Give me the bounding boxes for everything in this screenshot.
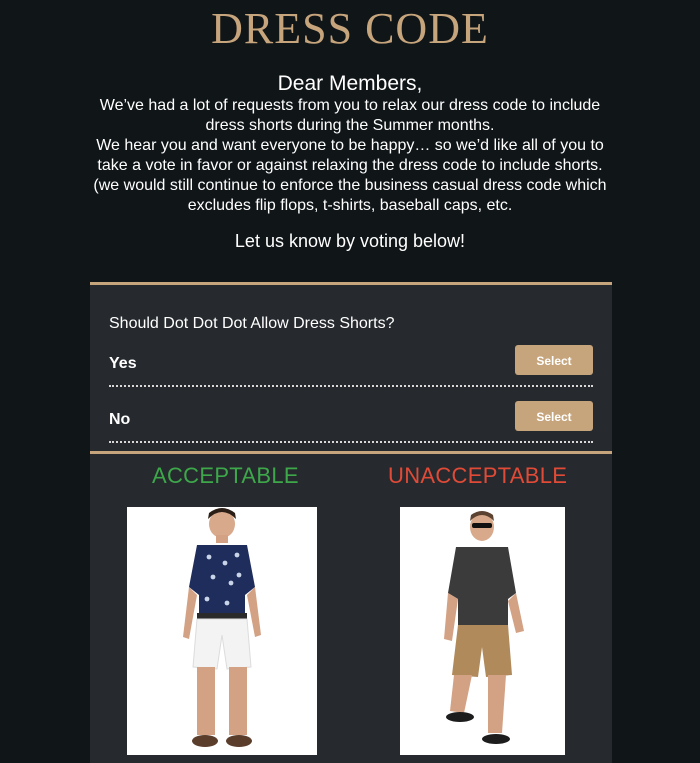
acceptable-outfit-illustration (127, 507, 317, 755)
poll-option-label: Yes (109, 355, 137, 372)
unacceptable-outfit-illustration (400, 507, 565, 755)
select-yes-button[interactable]: Select (515, 345, 593, 375)
letter-paragraph-2: We hear you and want everyone to be happy… so we’d like all of you to take a vote in favor or against relaxing the dress code to include shorts. (we would still continue to enforce the business casual dress code which excludes flip flops, t-shirts, baseball caps, etc. (93, 137, 607, 214)
letter-greeting: Dear Members, (277, 72, 423, 95)
acceptable-outfit-image (127, 507, 317, 755)
acceptable-heading: ACCEPTABLE (152, 463, 299, 488)
section-divider (90, 451, 612, 454)
poll-option-yes (109, 337, 593, 387)
page-title: DRESS CODE (211, 4, 489, 53)
letter-cta: Let us know by voting below! (234, 231, 466, 251)
poll-question: Should Dot Dot Dot Allow Dress Shorts? (109, 315, 395, 332)
poll-option-no (109, 393, 593, 443)
letter (90, 72, 610, 252)
select-no-button[interactable]: Select (515, 401, 593, 431)
letter-paragraph-1: We’ve had a lot of requests from you to relax our dress code to include dress shorts during the Summer months. (99, 97, 601, 134)
unacceptable-heading: UNACCEPTABLE (388, 463, 568, 488)
poll-card (90, 282, 612, 763)
poll-option-label: No (109, 411, 131, 428)
unacceptable-outfit-image (400, 507, 565, 755)
